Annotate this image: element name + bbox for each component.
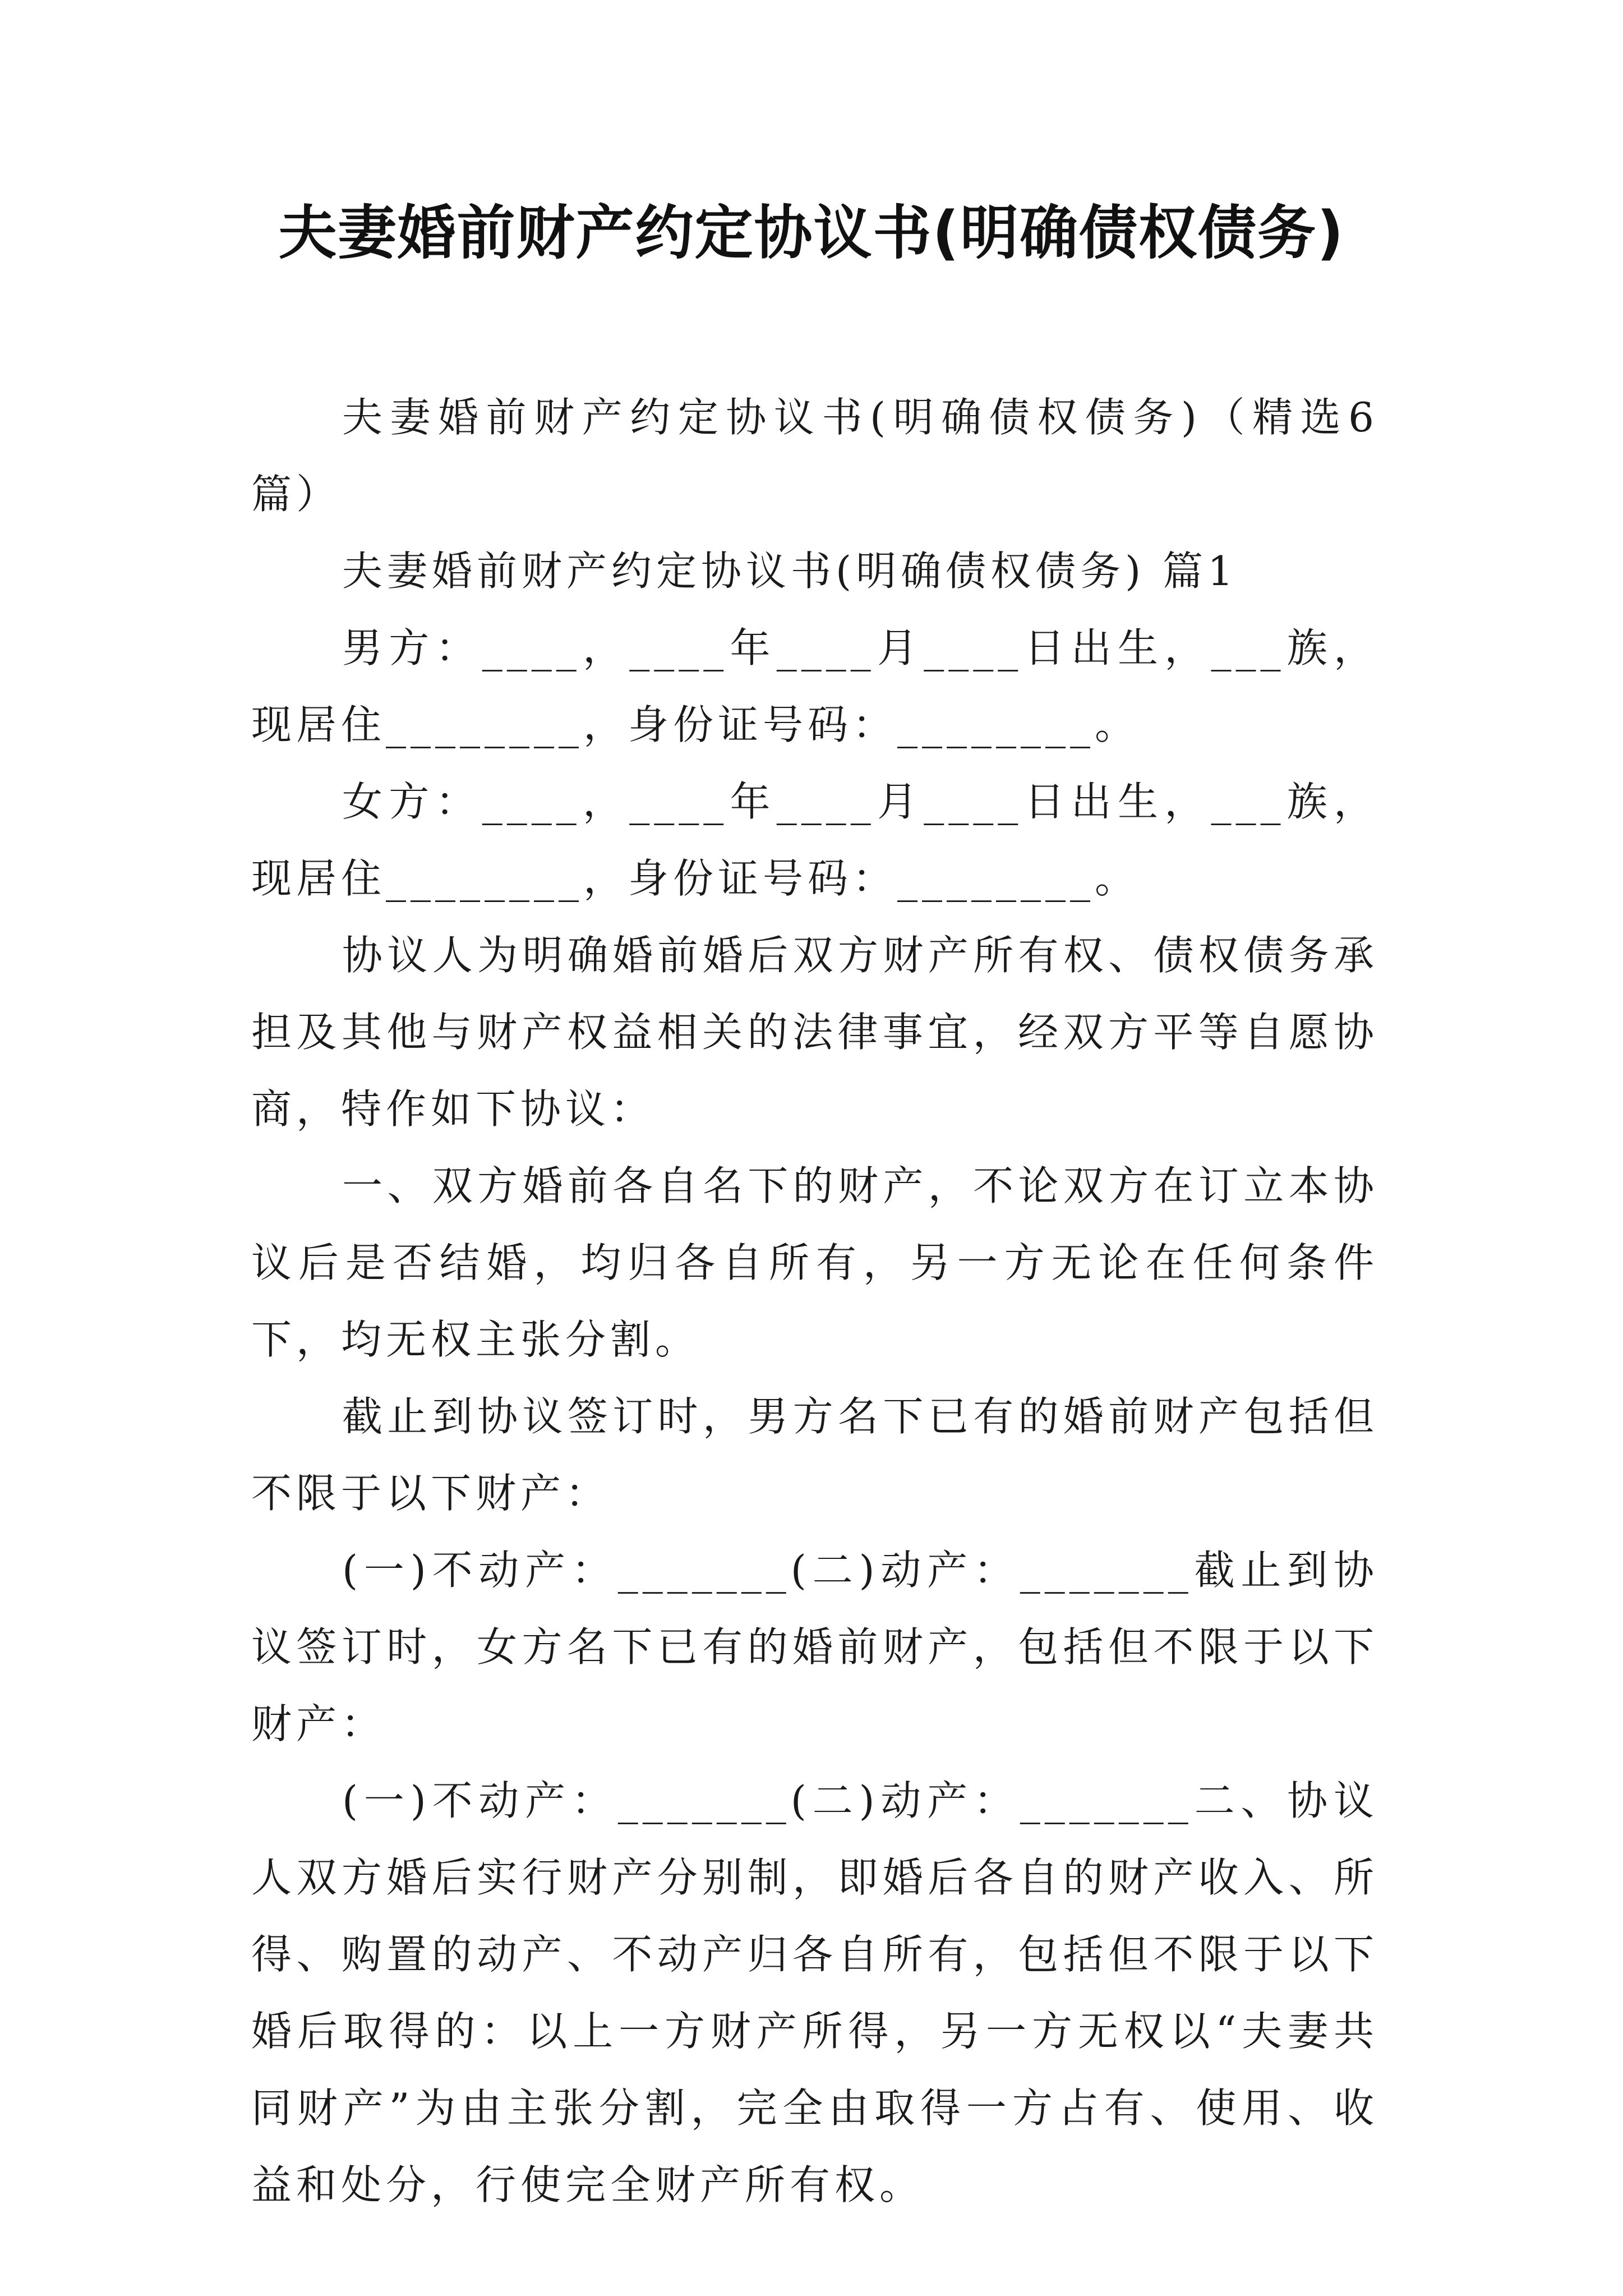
clause-two-paragraph: (一)不动产：_______(二)动产：_______二、协议人双方婚后实行财产分别制，即婚后各自的财产收入、所得、购置的动产、不动产归各自所有，包括但不限于以下婚后取得的：以上一方财产所得，另一方无权以“夫妻共同财产”为由主张分割，完全由取得一方占有、使用、收益和处分，行使完全财产所有权。: [251, 1777, 1378, 2208]
male-party-paragraph: 男方：____，____年____月____日出生，___族，现居住________，身份证号码：________。: [251, 624, 1378, 748]
female-party-paragraph: 女方：____，____年____月____日出生，___族，现居住________，身份证号码：________。: [251, 778, 1378, 902]
document-title: 夫妻婚前财产约定协议书(明确债权债务): [278, 199, 1345, 267]
section-heading: 夫妻婚前财产约定协议书(明确债权债务) 篇1: [342, 547, 1238, 595]
subtitle-paragraph: 夫妻婚前财产约定协议书(明确债权债务)（精选6篇）: [251, 394, 1378, 518]
document-body: [251, 379, 1378, 2224]
purpose-paragraph: 协议人为明确婚前婚后双方财产所有权、债权债务承担及其他与财产权益相关的法律事宜，经双方平等自愿协商，特作如下协议：: [251, 932, 1378, 1133]
male-property-paragraph: 截止到协议签订时，男方名下已有的婚前财产包括但不限于以下财产：: [251, 1393, 1378, 1517]
clause-one-paragraph: 一、双方婚前各自名下的财产，不论双方在订立本协议后是否结婚，均归各自所有，另一方无论在任何条件下，均无权主张分割。: [251, 1162, 1378, 1363]
male-property-list-paragraph: (一)不动产：_______(二)动产：_______截止到协议签订时，女方名下已有的婚前财产，包括但不限于以下财产：: [251, 1547, 1378, 1747]
